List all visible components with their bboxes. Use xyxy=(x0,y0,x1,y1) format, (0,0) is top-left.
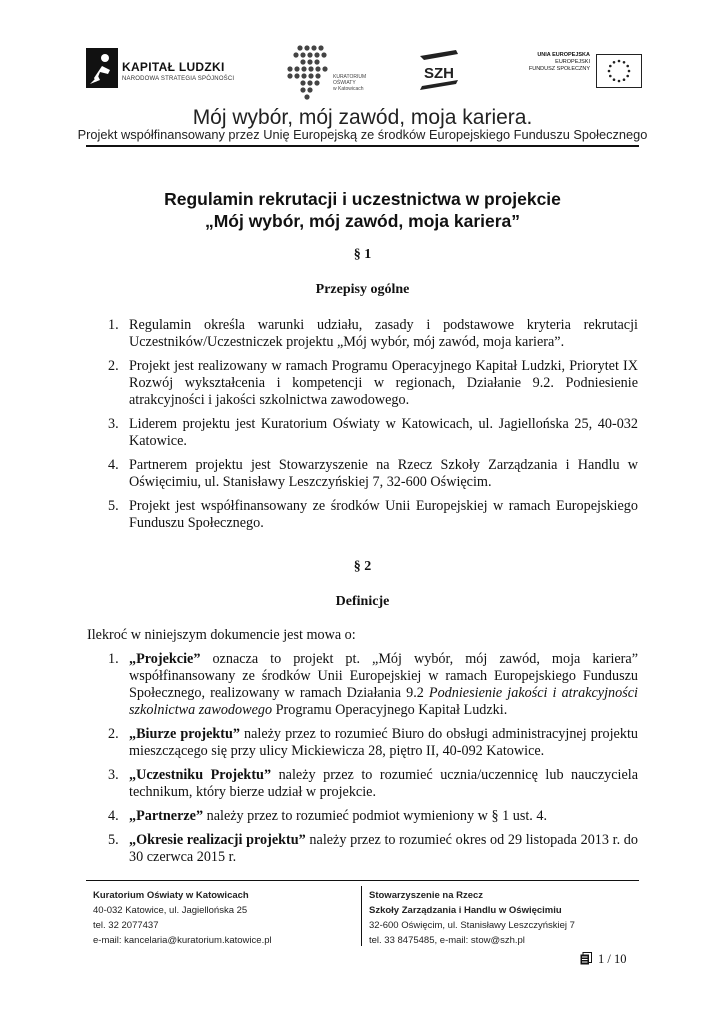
definition-term: „Uczestniku Projektu” xyxy=(129,767,272,783)
list-item: 2. Projekt jest realizowany w ramach Programu Operacyjnego Kapitał Ludzki, Priorytet IX Rozwój wykształcenia i kompetencji w regionach, Działanie 9.2. Podniesienie atrakcyjności i jakości szkolnictwa zawodowego. xyxy=(108,358,638,408)
eu-logo xyxy=(518,52,648,92)
kapital-ludzki-logo xyxy=(86,48,236,96)
kapital-ludzki-subtitle: NARODOWA STRATEGIA SPÓJNOŚCI xyxy=(122,76,235,82)
footer-divider xyxy=(86,880,639,881)
header-logos xyxy=(86,40,646,100)
section-1-heading: Przepisy ogólne xyxy=(315,282,410,297)
footer-column-divider xyxy=(361,886,362,946)
eu-flag-icon xyxy=(596,54,642,88)
kuratorium-dots-icon xyxy=(286,44,336,100)
szh-text: SZH xyxy=(424,65,454,82)
footer-left-email: e-mail: kancelaria@kuratorium.katowice.pl xyxy=(93,935,272,946)
kapital-ludzki-title: KAPITAŁ LUDZKI xyxy=(122,60,225,74)
document-title-line1: Regulamin rekrutacji i uczestnictwa w projekcie xyxy=(164,189,561,209)
kuratorium-text: KURATORIUM OŚWIATY w Katowicach xyxy=(333,74,367,92)
section-2-intro: Ilekroć w niniejszym dokumencie jest mowa o: xyxy=(87,627,356,643)
list-item: 4. Partnerem projektu jest Stowarzyszenie na Rzecz Szkoły Zarządzania i Handlu w Oświęcimiu, ul. Stanisławy Leszczyńskiej 7, 32-600 Oświęcim. xyxy=(108,457,638,490)
footer-left xyxy=(93,888,272,948)
list-item: 5. Projekt jest współfinansowany ze środków Unii Europejskiej w ramach Europejskiego Funduszu Społecznego. xyxy=(108,498,638,531)
document-title xyxy=(0,188,725,232)
section-2-list xyxy=(108,651,638,873)
eu-line2: EUROPEJSKI xyxy=(555,59,590,65)
project-title: Mój wybór, mój zawód, moja kariera. xyxy=(192,106,533,129)
definition-term: „Projekcie” xyxy=(129,651,201,667)
section-2-heading: Definicje xyxy=(335,594,390,609)
footer-left-name: Kuratorium Oświaty w Katowicach xyxy=(93,890,249,901)
definition-term: „Okresie realizacji projektu” xyxy=(129,832,306,848)
list-item: 1. „Projekcie” oznacza to projekt pt. „Mój wybór, mój zawód, moja kariera” współfinansowany ze środków Unii Europejskiej w ramach Europejskiego Funduszu Społecznego, realizowany w ramach Działania 9.2 Podniesienie jakości i atrakcyjności szkolnictwa zawodowego Programu Operacyjnego Kapitał Ludzki. xyxy=(108,651,638,718)
definition-term: „Biurze projektu” xyxy=(129,726,240,742)
project-subtitle: Projekt współfinansowany przez Unię Europejską ze środków Europejskiego Funduszu Społecznego xyxy=(77,127,648,142)
list-item: 4. „Partnerze” należy przez to rozumieć podmiot wymieniony w § 1 ust. 4. xyxy=(108,808,548,824)
footer-right-address: 32-600 Oświęcim, ul. Stanisławy Leszczyńskiej 7 xyxy=(369,920,575,931)
section-2-symbol: § 2 xyxy=(353,559,372,574)
section-1-symbol: § 1 xyxy=(353,247,372,262)
document-pages-icon xyxy=(580,952,592,965)
list-item: 2. „Biurze projektu” należy przez to rozumieć Biuro do obsługi administracyjnej projektu mieszczącego się przy ulicy Mickiewicza 28, piętro II, 40-092 Katowice. xyxy=(108,726,638,759)
list-item: 1. Regulamin określa warunki udziału, zasady i podstawowe kryteria rekrutacji Uczestników/Uczestniczek projektu „Mój wybór, mój zawód, moja kariera”. xyxy=(108,317,638,350)
page-number xyxy=(580,952,626,967)
list-item: 5. „Okresie realizacji projektu” należy przez to rozumieć okres od 29 listopada 2013 r. do 30 czerwca 2015 r. xyxy=(108,832,638,865)
definition-term: „Partnerze” xyxy=(129,808,204,824)
eu-line1: UNIA EUROPEJSKA xyxy=(537,52,590,58)
document-title-line2: „Mój wybór, mój zawód, moja kariera” xyxy=(204,211,521,231)
page-number-text: 1 / 10 xyxy=(598,952,627,966)
kuratorium-logo xyxy=(286,44,376,100)
eu-line3: FUNDUSZ SPOŁECZNY xyxy=(528,66,590,72)
kapital-ludzki-mark-icon xyxy=(86,48,118,88)
list-item: 3. „Uczestniku Projektu” należy przez to rozumieć ucznia/uczennicę lub nauczyciela technikum, który bierze udział w projekcie. xyxy=(108,767,639,800)
list-item: 3. Liderem projektu jest Kuratorium Oświaty w Katowicach, ul. Jagiellońska 25, 40-032 Katowice. xyxy=(108,416,638,449)
header-divider xyxy=(86,145,639,147)
footer-right-contact: tel. 33 8475485, e-mail: stow@szh.pl xyxy=(369,935,525,946)
footer-right xyxy=(369,888,575,948)
szh-logo xyxy=(416,48,462,92)
footer-right-name-1: Stowarzyszenie na Rzecz xyxy=(369,890,484,901)
footer-right-name-2: Szkoły Zarządzania i Handlu w Oświęcimiu xyxy=(369,905,562,916)
section-1-list xyxy=(108,317,638,539)
footer-left-phone: tel. 32 2077437 xyxy=(93,920,159,931)
footer-left-address: 40-032 Katowice, ul. Jagiellońska 25 xyxy=(93,905,248,916)
